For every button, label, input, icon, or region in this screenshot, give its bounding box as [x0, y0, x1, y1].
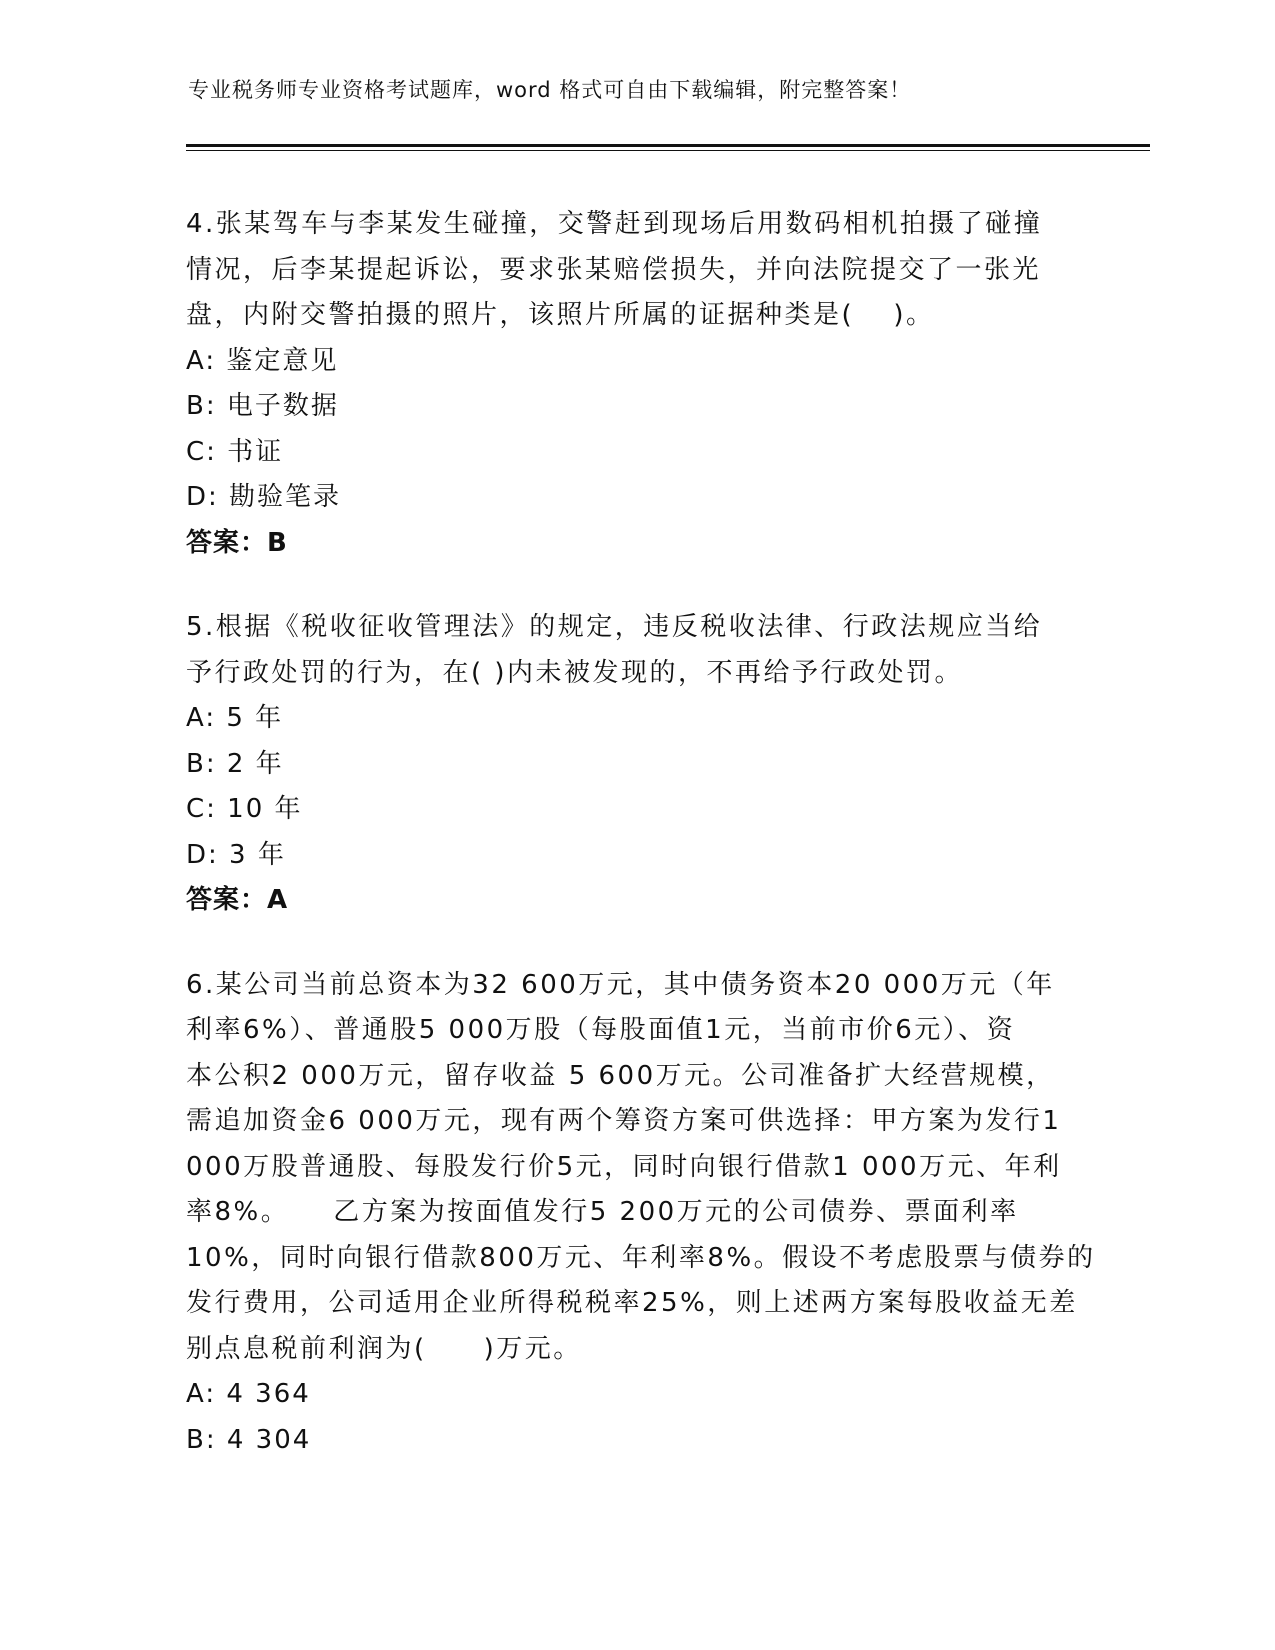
answer-key: 答案：A	[186, 885, 289, 915]
answer-option: B: 4 304	[186, 1424, 312, 1455]
question-text-line: 情况，后李某提起诉讼，要求张某赔偿损失，并向法院提交了一张光	[186, 254, 1042, 285]
answer-option: A: 4 364	[186, 1379, 311, 1409]
answer-option: A: 5 年	[186, 703, 284, 733]
answer-option: C: 书证	[186, 436, 284, 467]
question-text-line: 6.某公司当前总资本为32 600万元，其中债务资本20 000万元（年	[186, 969, 1055, 1000]
question-block	[186, 202, 1086, 566]
answer-option: B: 电子数据	[186, 391, 339, 421]
question-block	[186, 605, 1086, 924]
question-block	[186, 963, 1096, 1464]
answer-option: C: 10 年	[186, 794, 303, 824]
question-text-line: 10%，同时向银行借款800万元、年利率8%。假设不考虑股票与债券的	[186, 1242, 1096, 1273]
question-text-line: 盘，内附交警拍摄的照片，该照片所属的证据种类是( )。	[186, 300, 935, 330]
question-text-line: 4.张某驾车与李某发生碰撞，交警赶到现场后用数码相机拍摄了碰撞	[186, 209, 1043, 239]
question-text-line: 予行政处罚的行为，在( )内未被发现的，不再给予行政处罚。	[186, 657, 964, 688]
question-list	[186, 202, 1096, 1502]
header-rule-thin	[186, 150, 1150, 151]
answer-key: 答案：B	[186, 527, 288, 558]
question-text-line: 5.根据《税收征收管理法》的规定，违反税收法律、行政法规应当给	[186, 612, 1043, 642]
answer-option: D: 3 年	[186, 839, 286, 870]
question-text-line: 需追加资金6 000万元，现有两个筹资方案可供选择：甲方案为发行1	[186, 1106, 1062, 1136]
question-text-line: 率8%。 乙方案为按面值发行5 200万元的公司债券、票面利率	[186, 1197, 1019, 1227]
question-text-line: 本公积2 000万元，留存收益 5 600万元。公司准备扩大经营规模，	[186, 1060, 1055, 1091]
question-text-line: 别点息税前利润为( )万元。	[186, 1333, 582, 1364]
question-text-line: 000万股普通股、每股发行价5元，同时向银行借款1 000万元、年利	[186, 1151, 1062, 1182]
question-text-line: 发行费用，公司适用企业所得税税率25%，则上述两方案每股收益无差	[186, 1288, 1078, 1318]
header-rule-thick	[186, 144, 1150, 147]
answer-option: D: 勘验笔录	[186, 482, 342, 512]
page-header: 专业税务师专业资格考试题库，word 格式可自由下载编辑，附完整答案！	[188, 78, 912, 102]
answer-option: A: 鉴定意见	[186, 345, 339, 376]
answer-option: B: 2 年	[186, 748, 284, 779]
question-text-line: 利率6%）、普通股5 000万股（每股面值1元，当前市价6元）、资	[186, 1015, 1016, 1045]
